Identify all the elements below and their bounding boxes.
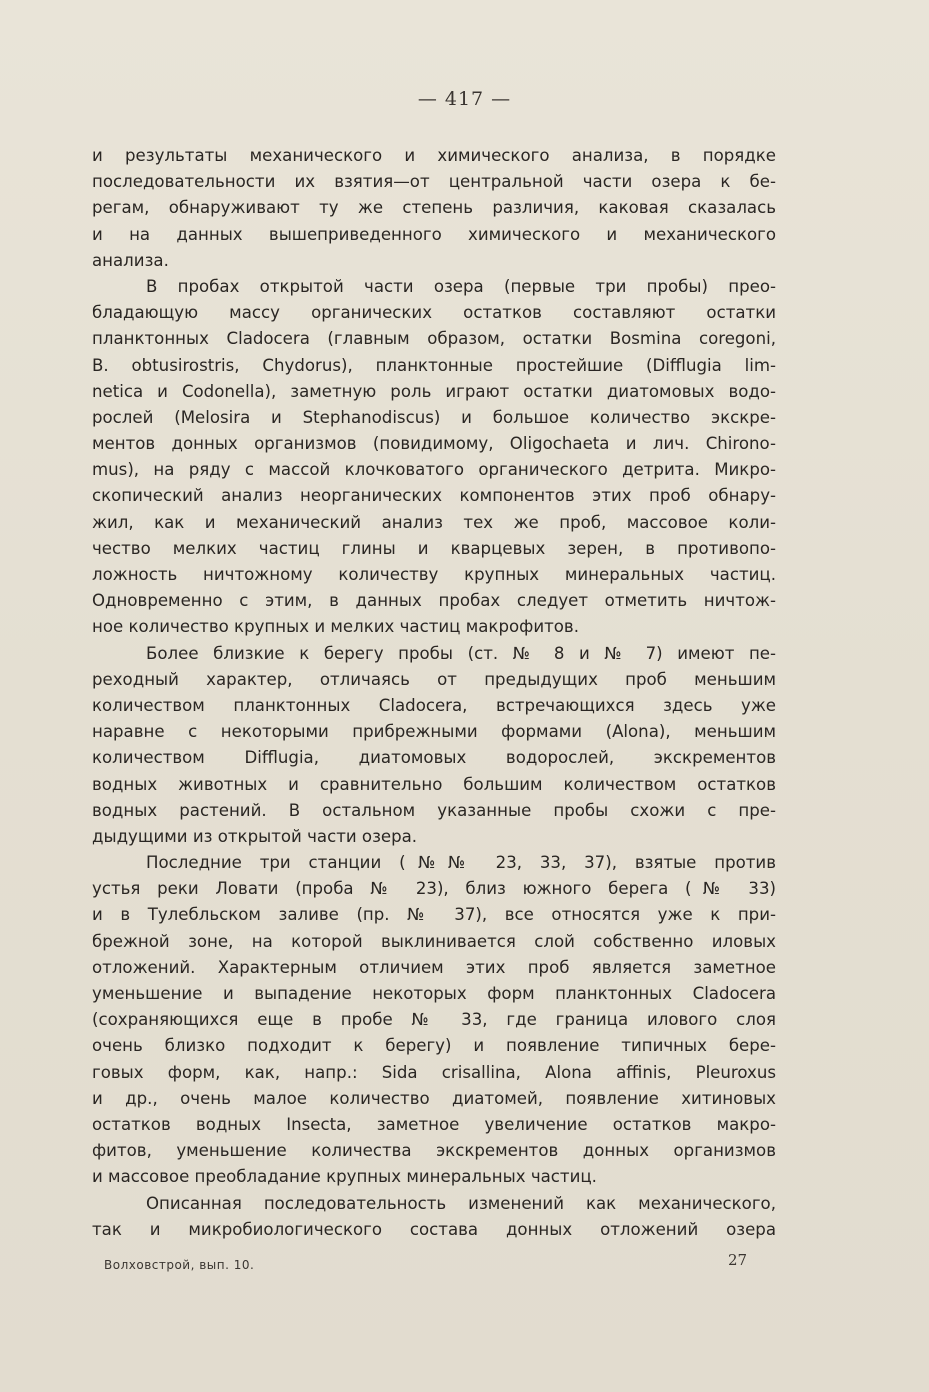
text-line: netica и Codonella), заметную роль играют остатки диатомовых водо- bbox=[92, 381, 776, 401]
text-line: количеством Difflugia, диатомовых водорослей, экскрементов bbox=[92, 748, 776, 768]
text-line: брежной зоне, на которой выклинивается слой собственно иловых bbox=[92, 931, 776, 951]
text-line: уменьшение и выпадение некоторых форм планктонных Cladocera bbox=[92, 984, 776, 1003]
text-line: рослей (Melosira и Stephanodiscus) и большое количество экскре- bbox=[92, 407, 776, 427]
text-line: (сохраняющихся еще в пробе № 33, где граница илового слоя bbox=[92, 1010, 776, 1030]
text-line: ложность ничтожному количеству крупных минеральных частиц. bbox=[92, 565, 776, 584]
text-line: анализа. bbox=[92, 250, 169, 270]
text-line: отложений. Характерным отличием этих проб является заметное bbox=[92, 957, 776, 977]
text-line: очень близко подходит к берегу) и появление типичных бере- bbox=[92, 1036, 776, 1056]
text-line: Описанная последовательность изменений как механического, bbox=[146, 1193, 776, 1213]
text-line: и на данных вышеприведенного химического и механического bbox=[92, 224, 776, 244]
footer-signature: Волховстрой, вып. 10. bbox=[104, 1258, 255, 1272]
text-line: и др., очень малое количество диатомей, появление хитиновых bbox=[92, 1088, 776, 1108]
text-line: и массовое преобладание крупных минеральных частиц. bbox=[92, 1167, 597, 1187]
text-line: бладающую массу органических остатков составляют остатки bbox=[92, 303, 776, 323]
text-line: mus), на ряду с массой клочковатого органического детрита. Микро- bbox=[92, 460, 776, 480]
text-line: фитов, уменьшение количества экскрементов донных организмов bbox=[92, 1141, 776, 1161]
body-text bbox=[92, 143, 776, 1243]
text-line: так и микробиологического состава донных отложений озера bbox=[92, 1219, 776, 1239]
text-line: Одновременно с этим, в данных пробах следует отметить ничтож- bbox=[92, 591, 776, 611]
text-line: реходный характер, отличаясь от предыдущих проб меньшим bbox=[92, 669, 776, 689]
footer-sheet-number: 27 bbox=[728, 1251, 748, 1269]
text-line: дыдущими из открытой части озера. bbox=[92, 826, 418, 846]
text-line: устья реки Ловати (проба № 23), близ южного берега (№ 33) bbox=[92, 879, 776, 899]
text-line: остатков водных Insecta, заметное увеличение остатков макро- bbox=[92, 1114, 776, 1134]
text-line: количеством планктонных Cladocera, встречающихся здесь уже bbox=[92, 695, 776, 715]
page-number: — 417 — bbox=[417, 88, 512, 110]
text-line: жил, как и механический анализ тех же проб, массовое коли- bbox=[92, 512, 776, 532]
text-line: ное количество крупных и мелких частиц макрофитов. bbox=[92, 617, 579, 637]
text-line: и результаты механического и химического анализа, в порядке bbox=[92, 146, 776, 165]
text-line: водных животных и сравнительно большим количеством остатков bbox=[92, 774, 776, 794]
text-line: B. obtusirostris, Chydorus), планктонные простейшие (Difflugia lim- bbox=[92, 355, 776, 375]
text-line: Последние три станции (№№ 23, 33, 37), взятые против bbox=[146, 853, 776, 873]
text-line: и в Тулебльском заливе (пр. № 37), все относятся уже к при- bbox=[92, 905, 776, 925]
text-line: В пробах открытой части озера (первые три пробы) прео- bbox=[146, 276, 776, 296]
text-line: говых форм, как, напр.: Sida crisallina, Alona affinis, Pleuroxus bbox=[92, 1062, 776, 1082]
text-line: регам, обнаруживают ту же степень различия, каковая сказалась bbox=[92, 198, 776, 218]
text-line: ментов донных организмов (повидимому, Oligochaeta и лич. Chirono- bbox=[92, 434, 776, 454]
text-line: планктонных Cladocera (главным образом, остатки Bosmina coregoni, bbox=[92, 329, 776, 349]
text-line: скопический анализ неорганических компонентов этих проб обнару- bbox=[92, 486, 776, 506]
text-line: последовательности их взятия—от центральной части озера к бе- bbox=[92, 172, 776, 192]
text-line: наравне с некоторыми прибрежными формами (Alona), меньшим bbox=[92, 722, 776, 742]
text-line: водных растений. В остальном указанные пробы схожи с пре- bbox=[92, 800, 776, 820]
text-line: чество мелких частиц глины и кварцевых зерен, в противопо- bbox=[92, 538, 776, 558]
text-line: Более близкие к берегу пробы (ст. № 8 и № 7) имеют пе- bbox=[146, 643, 776, 663]
